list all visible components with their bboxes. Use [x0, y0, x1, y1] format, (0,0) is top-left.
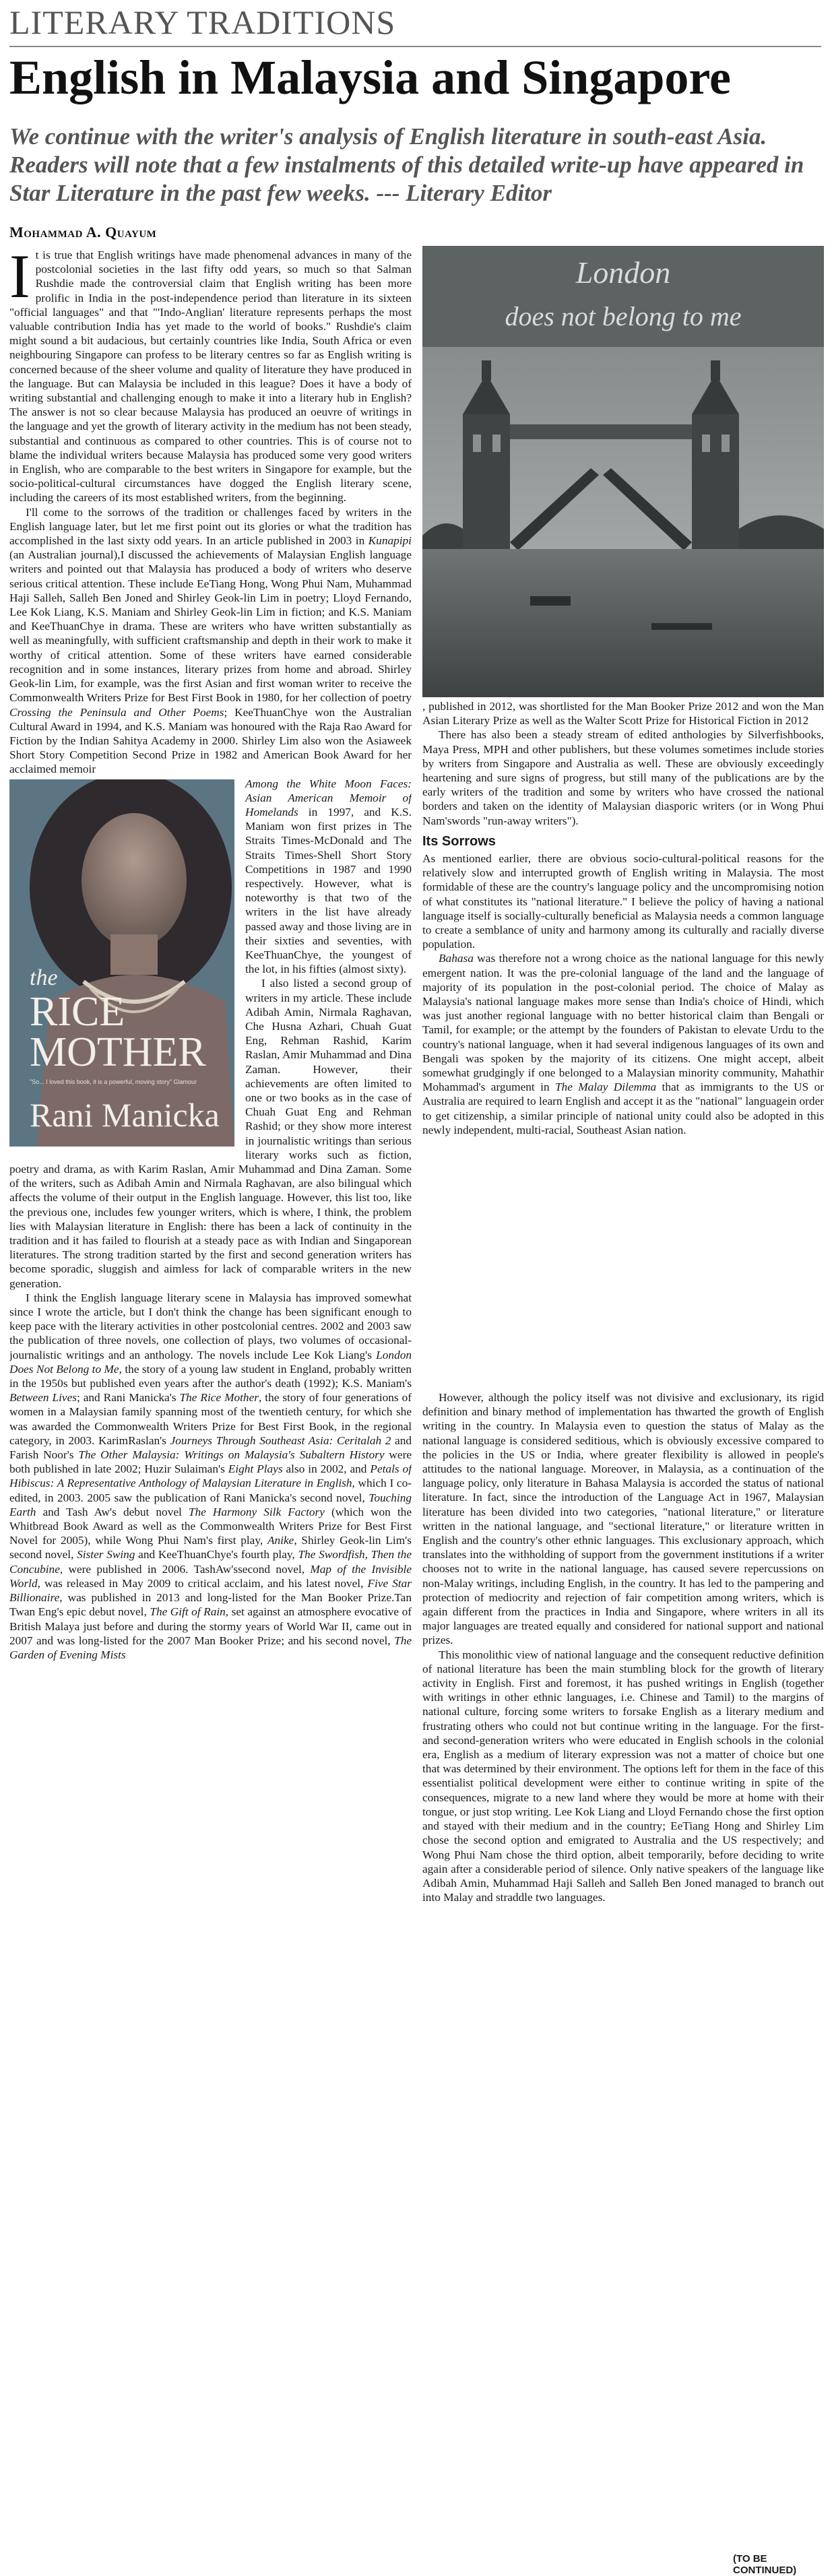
paragraph-9: This monolithic view of national language and the consequent reductive definition of national literature has been the main stumbling block for the growth of literary activity in English. First and foremost, it has pushed writings in English (together with writings in other ethnic languages, i.e. Chinese and Tamil) to the margins of national culture, forcing some writers to forsake English as a literary medium and frustrating others who could not but continue writing in the language. For the first- and second-generation writers who were educated in English schools in the colonial era, English as a medium of literary expression was not a matter of choice but one that was determined by their environment. The options left for them in the face of this essentialist political development were either to continue writing in spite of the consequences, migrate to a new land where they would be more at home with their tongue, or just stop writing. Lee Kok Liang and Lloyd Fernando chose the first option and stayed with their medium and in the country; EeTiang Hong and Shirley Lim chose the second option and emigrated to Australia and the US respectively; and Wong Phui Nam chose the third option, albeit temporarily, before deciding to write again after a considerable period of silence. Only native speakers of the language like Adibah Amin, Muhammad Haji Salleh and Salleh Ben Joned managed to branch out into Malay and straddle two languages. — [422, 1648, 824, 1904]
paragraph-4: I think the English language literary scene in Malaysia has improved somewhat since I wrote the article, but I don't think the change has been significant enough to keep pace with the literary activities in other postcolonial centres. 2002 and 2003 saw the publication of three novels, one collection of plays, two volumes of occasional-journalistic writings and an anthology. The novels include Lee Kok Liang's London Does Not Belong to Me, the story of a young law student in England, probably written in the 1950s but published even years after the author's death (1992); K.S. Maniam's Between Lives; and Rani Manicka's The Rice Mother, the story of four generations of women in a Malaysian family spanning most of the twentieth century, for which she was awarded the Commonwealth Writers Prize for Best First Book, in the regional category, in 2003. KarimRaslan's Journeys Through Southeast Asia: Ceritalah 2 and Farish Noor's The Other Malaysia: Writings on Malaysia's Subaltern History were both published in late 2002; Huzir Sulaiman's Eight Plays also in 2002, and Petals of Hibiscus: A Representative Anthology of Malaysian Literature in English, which I co-edited, in 2003. 2005 saw the publication of Rani Manicka's second novel, Touching Earth and Tash Aw's debut novel The Harmony Silk Factory (which won the Whitbread Book Award as well as the Commonwealth Writers Prize for Best First Novel for 2005), while Wong Phui Nam's first play, Anike, Shirley Geok-lin Lim's second novel, Sister Swing and KeeThuanChye's fourth play, The Swordfish, Then the Concubine, were published in 2006. TashAw'ssecond novel, Map of the Invisible World, was released in May 2009 to critical acclaim, and his latest novel, Five Star Billionaire, was published in 2013 and long-listed for the Man Booker Prize.Tan Twan Eng's epic debut novel, The Gift of Rain, set against an atmosphere evocative of British Malaya just before and during the stormy years of World War II, came out in 2007 and was long-listed for the 2007 Man Booker Prize; and his second novel, The Garden of Evening Mists — [9, 1291, 412, 1661]
paragraph-8: However, although the policy itself was not divisive and exclusionary, its rigid definition and binary method of implementation has thwarted the growth of English writing in the country. In Malaysia even to question the status of Malay as the national language is considered seditious, which is obviously excessive compared to the policies in the US or India, where greater flexibility is allowed in people's attitudes to the national language. Moreover, in Malaysia, as a continuation of the language policy, only literature in Bahasa Malaysia is accorded the status of national literature. In fact, since the introduction of the Language Act in 1967, Malaysian literature has been divided into two categories, "national literature," or literature written in the national language, and "sectional literature," or literature written in English and the country's other ethnic languages. This exclusionary approach, which translates into the withholding of support from the government institutions if a writer chooses not to write in the national language, has caused severe repercussions on non-Malay writings, including English, in the country. It has led to the pampering and protection of mediocrity and rejection of fair competition among writers, which is again different from the practices in India and Singapore, where writers in all its major languages are treated equally and considered for national support and national prizes. — [422, 1391, 824, 1647]
rice-mother-title-3: MOTHER — [30, 1029, 206, 1075]
rice-mother-illustration — [9, 779, 234, 1147]
drop-cap: I — [9, 248, 30, 311]
rice-mother-title-1: the — [30, 965, 58, 990]
london-cover-title-1: London — [575, 255, 671, 290]
paragraph-2-continued: Among the White Moon Faces: Asian American Memoir of Homelands in 1997, and K.S. Maniam won first prizes in The Straits Times-McDonald and The Straits Times-Shell Short Story Competitions in 1987 and 1990 respectively. However, what is noteworthy is that two of the writers in the list have already passed away and those living are in their sixties and seventies, with KeeThuanChye, the youngest of the lot, in his fifties (almost sixty). — [245, 777, 412, 976]
section-heading-sorrows: Its Sorrows — [422, 833, 496, 849]
paragraph-5: There has also been a steady stream of edited anthologies by Silverfishbooks, Maya Press, MPH and other publishers, but these volumes sometimes include stories by writers from Singapore and Australia as well. These are obviously exceedingly heartening and sure signs of progress, but still many of the publications are by the early writers of the tradition and some by writers who have crossed the national borders and taken on the identity of Malaysian diasporic writers (or in Wong Phui Nam'swords "run-away writers"). — [422, 728, 824, 827]
paragraph-3: I also listed a second group of writers in my article. These include Adibah Amin, Nirmala Raghavan, Che Husna Azhari, Chuah Guat Eng, Rehman Rashid, Karim Raslan, Amir Muhammad and Dina Zaman. However, their achievements are often limited to one or two books as in the case of Chuah Guat Eng and Rehman Rashid; or they show more interest in journalistic writings than serious literary works such as fiction, poetry and drama, as with Karim Raslan, Amir Muhammad and Dina Zaman. Some of the writers, such as Adibah Amin and Nirmala Raghavan, are also bilingual which affects the volume of their output in the English language. However, this list too, like the previous one, includes few younger writers, which is where, I think, the problem lies with Malaysian literature in English: there has been a lack of continuity in the tradition and it has failed to flourish at a steady pace as with Indian and Singaporean literatures. The strong tradition started by the first and second generation writers has become sporadic, sluggish and aimless for lack of comparable writers in the new generation. — [9, 977, 412, 1290]
byline: Mohammad A. Quayum — [9, 224, 157, 240]
london-cover-illustration — [422, 246, 824, 697]
paragraph-6: As mentioned earlier, there are obvious socio-cultural-political reasons for the relatively slow and interrupted growth of English writing in Malaysia. The most formidable of these are the country's language policy and the uncompromising notion of what constitutes its "national literature." I believe the policy of having a national language itself is socially-culturally beneficial as Malaysia needs a common language to create a semblance of unity and harmony among its culturally and racially diverse population. — [422, 852, 824, 951]
article-column-left — [9, 248, 412, 2555]
paragraph-7: Bahasa was therefore not a wrong choice as the national language for this newly emergent nation. It was the pre-colonial language of the land and the language of majority of its population in the post-colonial period. The choice of Malay as Malaysia's national language makes more sense than India's choice of Hindi, which was just another regional language with no better historical claim than Bengali or Tamil, for example; or the attempt by the founders of Pakistan to elevate Urdu to the country's national language, when it had several indigenous languages of its own and Bengali was spoken by the majority of its citizens. One might accept, albeit somewhat grudgingly if one belonged to a Malaysian minority community, Mahathir Mohammad's argument in The Malay Dilemma that as immigrants to the US or Australia are required to learn English and accept it as the "national" languagein order to get citizenship, a similar principle of national unity could also be adopted in this newly independent, multi-racial, Southeast Asian nation. — [422, 952, 824, 1136]
paragraph-1: It is true that English writings have made phenomenal advances in many of the postcolonial societies in the last fifty odd years, so much so that Salman Rushdie made the controversial claim that English writing has been more prolific in India in the post-independence period than literature in its sixteen "official languages" and that "'Indo-Anglian' literature represents perhaps the most valuable contribution India has yet made to the world of books." Rushdie's claim might sound a bit audacious, but certainly countries like India, South Africa or even neighbouring Singapore can profess to be literary centres so far as English writing is concerned because of the sheer volume and quality of literature they have produced in the language. But can Malaysia be included in this league? Does it have a body of writing substantial and challenging enough to make it into a literary hub in English? The answer is not so clear because Malaysia has produced an oeuvre of writings in the language and yet the growth of literary activity in the medium has not been steady, substantial and continuous as compared to other countries. This is of course not to blame the individual writers because Malaysia has produced some very good writers in English, who are comparable to the best writers in Singapore for example, but the socio-political-cultural circumstances have dogged the English literary scene, including the careers of its most established writers, from the beginning. — [9, 248, 412, 505]
rice-mother-title-2: RICE — [30, 988, 125, 1035]
rice-mother-cover-image — [9, 779, 234, 1147]
paragraph-4-continued: , published in 2012, was shortlisted for the Man Booker Prize 2012 and won the Man Asian Literary Prize as well as the Walter Scott Prize for Historical Fiction in 2012 — [422, 700, 824, 728]
section-label: LITERARY TRADITIONS — [9, 3, 396, 41]
standfirst: We continue with the writer's analysis of English literature in south-east Asia. Readers will note that a few instalments of this detailed write-up have appeared in Star Literature in the past few weeks. --- Literary Editor — [9, 123, 804, 206]
article-column-right — [422, 699, 824, 1390]
rice-mother-blurb: "So... I loved this book, it is a powerful, moving story" Glamour — [30, 1078, 197, 1085]
london-cover-title-2: does not belong to me — [505, 301, 742, 331]
rice-mother-author: Rani Manicka — [30, 1095, 220, 1134]
section-rule — [9, 46, 821, 47]
london-book-cover-image — [422, 246, 824, 697]
page-title: English in Malaysia and Singapore — [9, 51, 731, 104]
paragraph-2: I'll come to the sorrows of the tradition or challenges faced by writers in the English language later, but let me first point out its glories or what the tradition has accomplished in the last sixty odd years. In an article published in 2003 in Kunapipi (an Australian journal),I discussed the achievements of Malaysian English language writers and pointed out that Malaysia has produced a body of writers who deserve serious critical attention. These include EeTiang Hong, Wong Phui Nam, Muhammad Haji Salleh, Salleh Ben Joned and Shirley Geok-lin Lim in poetry; Lloyd Fernando, Lee Kok Liang, K.S. Maniam and Shirley Geok-lin Lim in fiction; and K.S. Maniam and KeeThuanChye in drama. These are writers who have written substantially as well as meaningfully, with sufficient craftsmanship and depth in their work to make it worthy of critical attention. Some of these writers have earned considerable recognition and in some instances, literary prizes from home and abroad. Shirley Geok-lin Lim, for example, was the first Asian and first woman writer to receive the Commonwealth Writers Prize for Best First Book in 1980, for her collection of poetry Crossing the Peninsula and Other Poems; KeeThuanChye won the Australian Cultural Award in 1994, and K.S. Maniam was honoured with the Raja Rao Award for Fiction by the Indian Sahitya Academy in 2000. Shirley Lim also won the Asiaweek Short Story Competition Second Prize in 1982 and American Book Award for her acclaimed memoir — [9, 505, 412, 776]
continued-label: (TO BE CONTINUED) — [733, 2553, 797, 2576]
article-column-right-lower — [422, 1390, 824, 2556]
